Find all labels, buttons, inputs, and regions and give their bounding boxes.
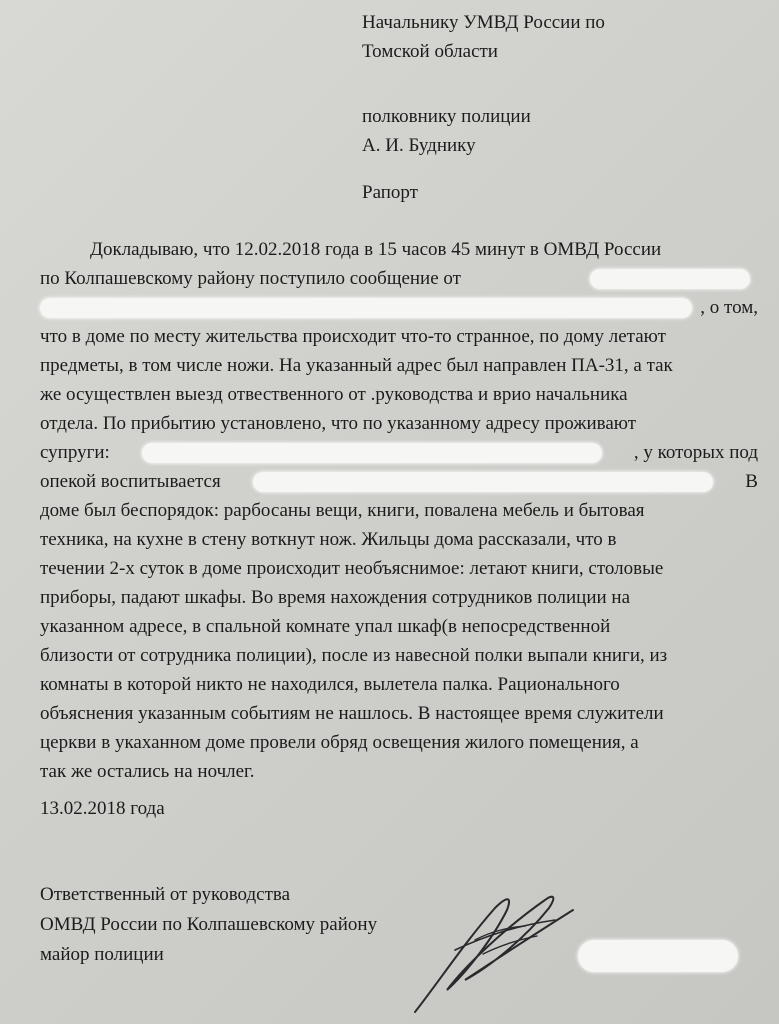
redaction-mark [578,940,738,972]
body-line [40,438,758,467]
body-line-text: , о том, [700,297,758,318]
body-line [40,264,758,293]
body-line-text: по Колпашевскому району поступило сообщение от [40,268,461,289]
body-line [40,467,758,496]
body-line [40,583,758,612]
body-line [40,612,758,641]
body-line-text: комнаты в которой никто не находился, вылетела палка. Рационального [40,674,620,695]
body-line [40,728,758,757]
signatory-line-2: ОМВД России по Колпашевскому району [40,914,378,935]
body-line [40,670,758,699]
body-line [40,641,758,670]
body-line [40,554,758,583]
body-line-text: техника, на кухне в стену воткнут нож. Жильцы дома рассказали, что в [40,529,617,550]
body-line [40,380,758,409]
body-line-text: что в доме по месту жительства происходит что-то странное, по дому летают [40,326,666,347]
body-line [40,235,758,264]
body-line-text: приборы, падают шкафы. Во время нахождения сотрудников полиции на [40,587,631,608]
addressee-line-4: А. И. Буднику [362,135,476,156]
report-body [40,235,758,786]
body-line [40,322,758,351]
body-line [40,525,758,554]
body-line-text: отдела. По прибытию установлено, что по указанному адресу проживают [40,413,637,434]
body-line [40,293,758,322]
handwritten-signature [395,880,585,1020]
redaction-mark [40,298,692,318]
addressee-block [362,8,605,160]
body-line-text: течении 2-х суток в доме происходит необъяснимое: летают книги, столовые [40,558,664,579]
body-line-text: В [745,471,758,492]
report-date: 13.02.2018 года [40,798,165,819]
signatory-line-1: Ответственный от руководства [40,884,291,905]
body-line-text: , у которых под [633,442,758,463]
addressee-line-2: Томской области [362,41,498,62]
redaction-mark [253,472,713,492]
redaction-mark [590,269,750,289]
signatory-block [40,880,377,970]
redaction-mark [142,443,602,463]
body-line-text: объяснения указанным событиям не нашлось. В настоящее время служители [40,703,664,724]
addressee-line-3: полковнику полиции [362,106,531,127]
body-line-text: предметы, в том числе ножи. На указанный адрес был направлен ПА-31, а так [40,355,673,376]
body-line-text: же осуществлен выезд отвественного от .руководства и врио начальника [40,384,628,405]
body-line [40,351,758,380]
body-line [40,699,758,728]
body-line-text: доме был беспорядок: рарбосаны вещи, книги, повалена мебель и бытовая [40,500,645,521]
body-line [40,757,758,786]
addressee-line-1: Начальнику УМВД России по [362,12,605,33]
body-line-text: близости от сотрудника полиции), после из навесной полки выпали книги, из [40,645,668,666]
body-line [40,496,758,525]
body-line-text: так же остались на ночлег. [40,761,255,782]
document-title: Рапорт [362,182,418,203]
body-line-text: Докладываю, что 12.02.2018 года в 15 часов 45 минут в ОМВД России [90,239,662,260]
signatory-line-3: майор полиции [40,944,164,965]
body-line-text: указанном адресе, в спальной комнате упал шкаф(в непосредственной [40,616,611,637]
body-line-text: супруги: [40,442,110,463]
body-line-text: опекой воспитывается [40,471,221,492]
body-line [40,409,758,438]
body-line-text: церкви в укаханном доме провели обряд освещения жилого помещения, а [40,732,639,753]
